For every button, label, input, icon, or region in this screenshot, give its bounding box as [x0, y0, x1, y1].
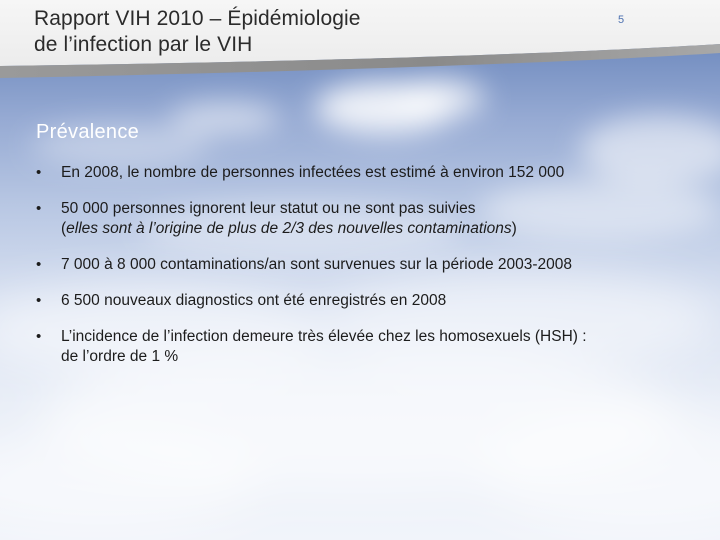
bullet-note-text: elles sont à l’origine de plus de 2/3 des nouvelles contaminations	[66, 220, 512, 237]
bullet-list	[36, 163, 706, 367]
note-open-paren: (	[61, 220, 67, 237]
bullet-item-contaminations	[36, 255, 706, 275]
bullet-text: En 2008, le nombre de personnes infectées est estimé à environ 152 000	[61, 164, 565, 181]
bullet-continuation: de l’ordre de 1 %	[61, 348, 179, 365]
bullet-item-incidence	[36, 327, 706, 367]
bullet-icon: •	[36, 292, 42, 309]
section-heading: Prévalence	[36, 121, 140, 143]
slide-title	[34, 6, 554, 58]
bullet-item-unaware	[36, 199, 706, 239]
bullet-text: L’incidence de l’infection demeure très élevée chez les homosexuels (HSH) :	[61, 328, 587, 345]
bullet-text: 50 000 personnes ignorent leur statut ou ne sont pas suivies	[61, 200, 476, 217]
note-close-paren: )	[511, 220, 517, 237]
title-line-2: de l’infection par le VIH	[34, 33, 253, 56]
page-number: 5	[618, 14, 625, 26]
bullet-icon: •	[36, 256, 42, 273]
bullet-icon: •	[36, 328, 42, 345]
title-line-1: Rapport VIH 2010 – Épidémiologie	[34, 7, 361, 30]
bullet-note	[61, 219, 706, 239]
bullet-icon: •	[36, 200, 42, 217]
bullet-text: 7 000 à 8 000 contaminations/an sont survenues sur la période 2003-2008	[61, 256, 572, 273]
bullet-item-diagnostics	[36, 291, 706, 311]
bullet-item-estimate	[36, 163, 706, 183]
bullet-text: 6 500 nouveaux diagnostics ont été enregistrés en 2008	[61, 292, 447, 309]
bullet-icon: •	[36, 164, 42, 181]
